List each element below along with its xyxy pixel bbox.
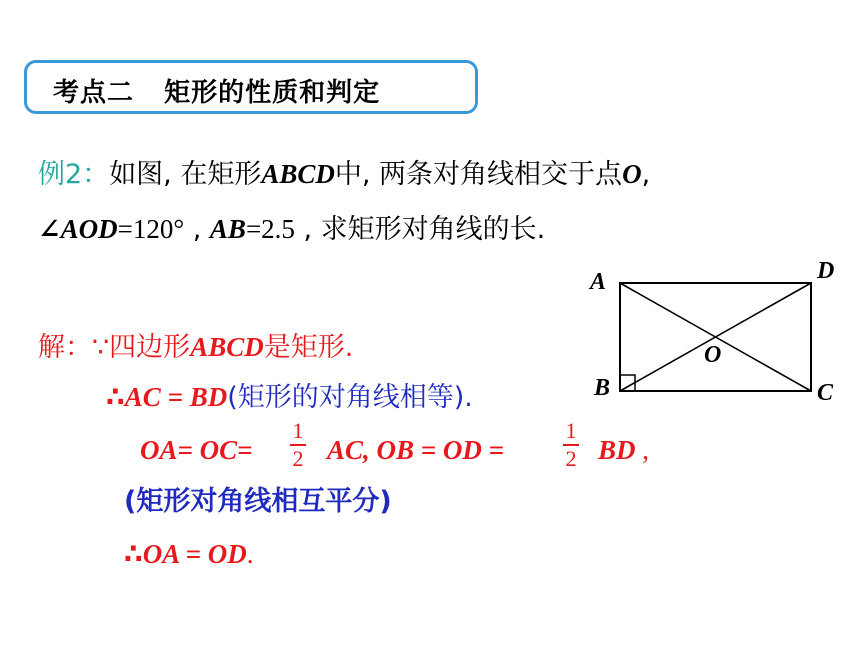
question-text: , 求矩形对角线的长. bbox=[294, 214, 546, 245]
example-label: 例2： bbox=[38, 159, 110, 190]
example-comma: , bbox=[641, 159, 651, 190]
is-rectangle-text: 是矩形. bbox=[263, 332, 354, 363]
label-a: A bbox=[590, 269, 607, 295]
ac-ob-equals-od: AC, OB = OD = bbox=[327, 435, 505, 465]
example-point-o: O bbox=[622, 159, 642, 189]
fraction-denominator: 2 bbox=[565, 445, 577, 471]
reason-diagonals-bisect: (矩形对角线相互平分) bbox=[124, 486, 392, 517]
example-text-2: 中, 两条对角线相交于点 bbox=[334, 159, 623, 190]
because-text: ∵四边形 bbox=[92, 332, 191, 363]
fraction-numerator: 1 bbox=[292, 418, 304, 443]
oa-equals-od: OA = OD bbox=[142, 539, 247, 569]
solution-label: 解： bbox=[38, 332, 92, 363]
label-b: B bbox=[594, 375, 611, 401]
label-o: O bbox=[704, 342, 722, 368]
therefore-symbol-2: ∴ bbox=[124, 539, 143, 570]
example-abcd: ABCD bbox=[261, 159, 335, 189]
side-ab-value: =2.5 bbox=[245, 214, 295, 244]
section-title: 考点二 矩形的性质和判定 bbox=[53, 78, 381, 108]
fraction-denominator: 2 bbox=[292, 445, 304, 471]
final-period: . bbox=[246, 539, 254, 569]
bd-term: BD bbox=[598, 435, 636, 465]
oa-equals-oc: OA= OC= bbox=[140, 435, 253, 465]
separator: , bbox=[184, 214, 210, 245]
therefore-symbol-1: ∴ bbox=[106, 382, 125, 413]
angle-aod: ∠AOD bbox=[38, 214, 118, 244]
side-ab: AB bbox=[209, 214, 246, 244]
label-d: D bbox=[817, 258, 835, 284]
fraction-numerator: 1 bbox=[565, 418, 577, 443]
angle-value: =120° bbox=[117, 214, 185, 244]
example-text-1: 如图, 在矩形 bbox=[109, 159, 262, 190]
line3-comma: , bbox=[635, 435, 650, 465]
label-c: C bbox=[817, 380, 834, 406]
ac-equals-bd: AC = BD bbox=[124, 382, 228, 412]
reason-diagonals-equal: (矩形的对角线相等). bbox=[227, 382, 473, 413]
solution-abcd: ABCD bbox=[190, 332, 264, 362]
